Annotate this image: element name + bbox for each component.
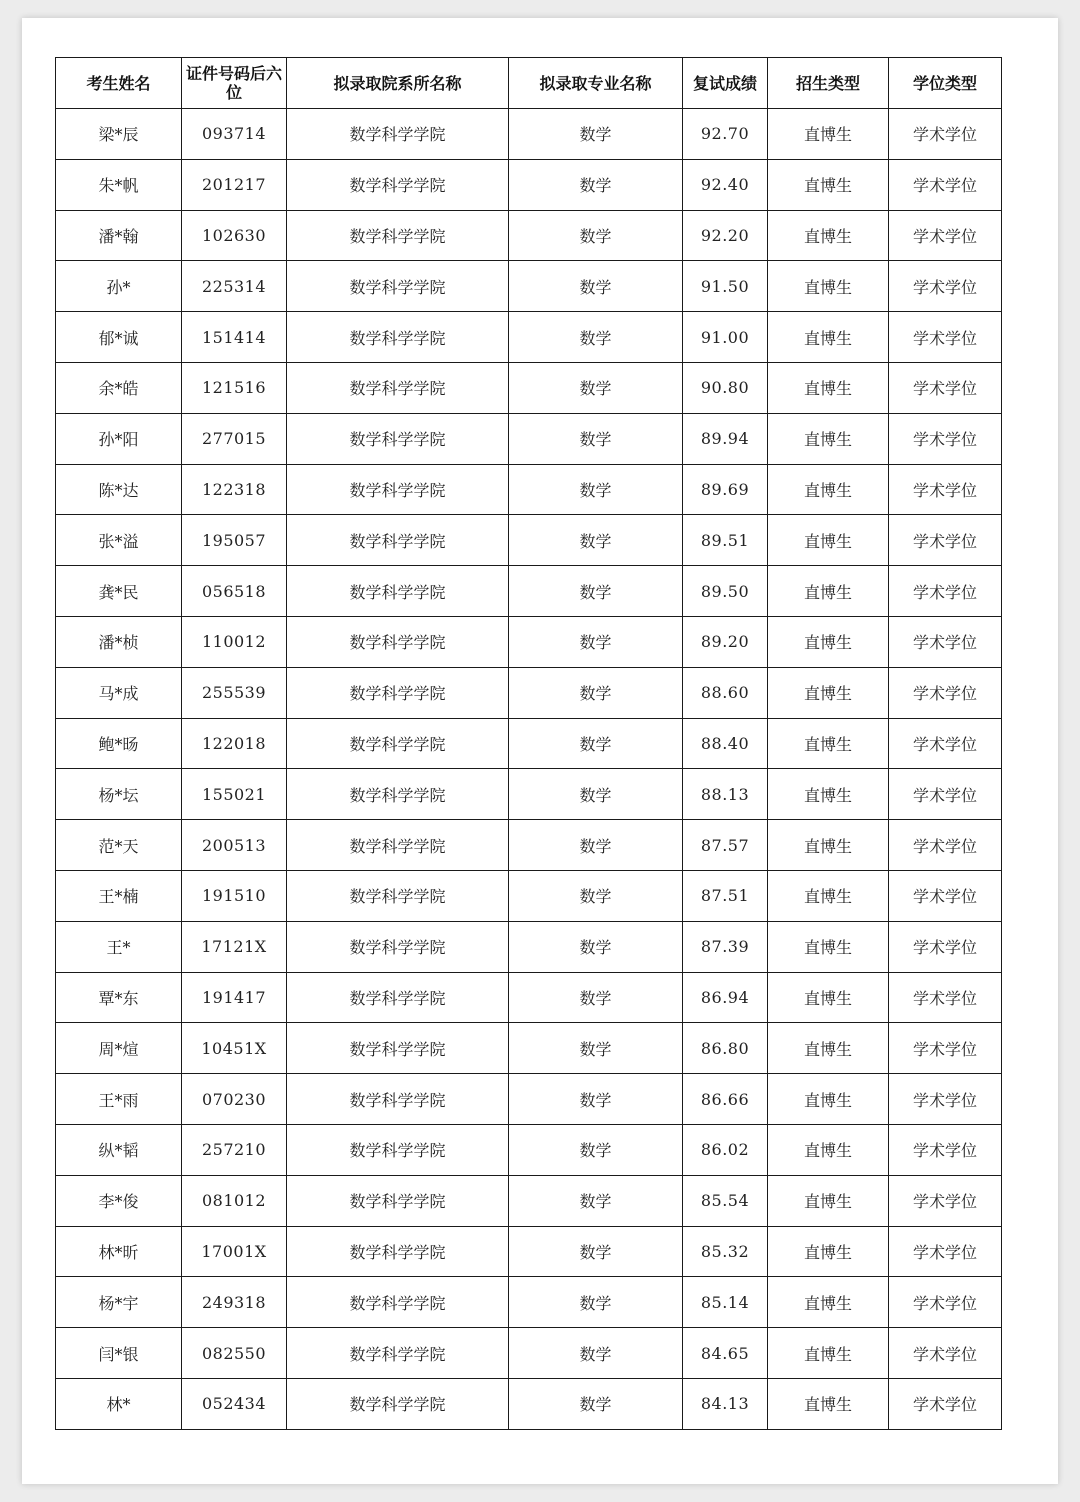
table-row [56, 769, 1002, 820]
column-header-major: 拟录取专业名称 [509, 58, 683, 109]
cell-name: 龚*民 [56, 566, 182, 617]
table-row [56, 718, 1002, 769]
cell-name: 林*昕 [56, 1226, 182, 1277]
cell-score: 87.39 [683, 921, 768, 972]
cell-degree-type: 学术学位 [889, 1023, 1002, 1074]
cell-degree-type: 学术学位 [889, 1074, 1002, 1125]
cell-department: 数学科学学院 [287, 1023, 509, 1074]
table-body [56, 109, 1002, 1430]
cell-name: 纵*韬 [56, 1124, 182, 1175]
cell-id-suffix: 122318 [182, 464, 287, 515]
cell-major: 数学 [509, 1074, 683, 1125]
cell-degree-type: 学术学位 [889, 1378, 1002, 1429]
table-row [56, 566, 1002, 617]
cell-department: 数学科学学院 [287, 718, 509, 769]
cell-major: 数学 [509, 1226, 683, 1277]
cell-degree-type: 学术学位 [889, 210, 1002, 261]
cell-name: 林* [56, 1378, 182, 1429]
cell-degree-type: 学术学位 [889, 820, 1002, 871]
cell-score: 84.13 [683, 1378, 768, 1429]
cell-degree-type: 学术学位 [889, 921, 1002, 972]
cell-name: 孙* [56, 261, 182, 312]
cell-score: 92.20 [683, 210, 768, 261]
cell-enroll-type: 直博生 [768, 413, 889, 464]
cell-department: 数学科学学院 [287, 1328, 509, 1379]
cell-major: 数学 [509, 210, 683, 261]
cell-score: 87.51 [683, 870, 768, 921]
cell-score: 86.02 [683, 1124, 768, 1175]
cell-major: 数学 [509, 515, 683, 566]
cell-enroll-type: 直博生 [768, 1226, 889, 1277]
cell-enroll-type: 直博生 [768, 1328, 889, 1379]
cell-enroll-type: 直博生 [768, 972, 889, 1023]
cell-id-suffix: 110012 [182, 616, 287, 667]
cell-department: 数学科学学院 [287, 667, 509, 718]
cell-id-suffix: 10451X [182, 1023, 287, 1074]
cell-department: 数学科学学院 [287, 413, 509, 464]
cell-enroll-type: 直博生 [768, 667, 889, 718]
cell-enroll-type: 直博生 [768, 870, 889, 921]
cell-department: 数学科学学院 [287, 1226, 509, 1277]
cell-name: 王* [56, 921, 182, 972]
cell-enroll-type: 直博生 [768, 616, 889, 667]
cell-department: 数学科学学院 [287, 1124, 509, 1175]
cell-score: 90.80 [683, 362, 768, 413]
table-row [56, 616, 1002, 667]
cell-name: 潘*桢 [56, 616, 182, 667]
cell-name: 陈*达 [56, 464, 182, 515]
table-row [56, 159, 1002, 210]
cell-score: 89.50 [683, 566, 768, 617]
table-row [56, 464, 1002, 515]
cell-department: 数学科学学院 [287, 1175, 509, 1226]
cell-name: 马*成 [56, 667, 182, 718]
cell-degree-type: 学术学位 [889, 109, 1002, 160]
cell-id-suffix: 201217 [182, 159, 287, 210]
cell-id-suffix: 093714 [182, 109, 287, 160]
cell-score: 92.40 [683, 159, 768, 210]
cell-enroll-type: 直博生 [768, 566, 889, 617]
table-row [56, 870, 1002, 921]
cell-department: 数学科学学院 [287, 921, 509, 972]
cell-id-suffix: 122018 [182, 718, 287, 769]
cell-name: 杨*宇 [56, 1277, 182, 1328]
cell-department: 数学科学学院 [287, 464, 509, 515]
cell-id-suffix: 081012 [182, 1175, 287, 1226]
cell-score: 89.51 [683, 515, 768, 566]
cell-enroll-type: 直博生 [768, 1175, 889, 1226]
cell-department: 数学科学学院 [287, 1277, 509, 1328]
table-row [56, 820, 1002, 871]
cell-degree-type: 学术学位 [889, 870, 1002, 921]
cell-id-suffix: 151414 [182, 312, 287, 363]
cell-major: 数学 [509, 464, 683, 515]
cell-score: 85.32 [683, 1226, 768, 1277]
cell-id-suffix: 257210 [182, 1124, 287, 1175]
cell-name: 闫*银 [56, 1328, 182, 1379]
cell-name: 周*煊 [56, 1023, 182, 1074]
cell-name: 鲍*旸 [56, 718, 182, 769]
cell-enroll-type: 直博生 [768, 109, 889, 160]
cell-degree-type: 学术学位 [889, 413, 1002, 464]
cell-enroll-type: 直博生 [768, 1277, 889, 1328]
cell-major: 数学 [509, 616, 683, 667]
cell-degree-type: 学术学位 [889, 1277, 1002, 1328]
cell-name: 朱*帆 [56, 159, 182, 210]
cell-name: 郁*诚 [56, 312, 182, 363]
cell-name: 杨*坛 [56, 769, 182, 820]
table-row [56, 1226, 1002, 1277]
cell-name: 梁*辰 [56, 109, 182, 160]
cell-score: 88.60 [683, 667, 768, 718]
cell-major: 数学 [509, 566, 683, 617]
cell-major: 数学 [509, 1023, 683, 1074]
cell-score: 86.80 [683, 1023, 768, 1074]
cell-name: 李*俊 [56, 1175, 182, 1226]
column-header-id-suffix: 证件号码后六位 [182, 58, 287, 109]
cell-id-suffix: 082550 [182, 1328, 287, 1379]
cell-score: 85.14 [683, 1277, 768, 1328]
cell-enroll-type: 直博生 [768, 261, 889, 312]
cell-id-suffix: 191510 [182, 870, 287, 921]
table-row [56, 1124, 1002, 1175]
cell-id-suffix: 121516 [182, 362, 287, 413]
admission-table [55, 57, 1002, 1430]
cell-name: 覃*东 [56, 972, 182, 1023]
cell-degree-type: 学术学位 [889, 566, 1002, 617]
cell-degree-type: 学术学位 [889, 616, 1002, 667]
table-row [56, 312, 1002, 363]
cell-enroll-type: 直博生 [768, 718, 889, 769]
cell-degree-type: 学术学位 [889, 1124, 1002, 1175]
cell-name: 孙*阳 [56, 413, 182, 464]
table-row [56, 1175, 1002, 1226]
cell-score: 91.00 [683, 312, 768, 363]
cell-score: 87.57 [683, 820, 768, 871]
cell-id-suffix: 255539 [182, 667, 287, 718]
cell-major: 数学 [509, 109, 683, 160]
cell-enroll-type: 直博生 [768, 1378, 889, 1429]
cell-score: 84.65 [683, 1328, 768, 1379]
table-row [56, 109, 1002, 160]
table-row [56, 1023, 1002, 1074]
cell-department: 数学科学学院 [287, 1074, 509, 1125]
cell-department: 数学科学学院 [287, 261, 509, 312]
cell-score: 85.54 [683, 1175, 768, 1226]
cell-major: 数学 [509, 1175, 683, 1226]
table-row [56, 1074, 1002, 1125]
cell-enroll-type: 直博生 [768, 210, 889, 261]
cell-score: 92.70 [683, 109, 768, 160]
cell-id-suffix: 200513 [182, 820, 287, 871]
cell-enroll-type: 直博生 [768, 921, 889, 972]
cell-score: 89.94 [683, 413, 768, 464]
cell-degree-type: 学术学位 [889, 362, 1002, 413]
cell-degree-type: 学术学位 [889, 1226, 1002, 1277]
cell-enroll-type: 直博生 [768, 312, 889, 363]
cell-enroll-type: 直博生 [768, 769, 889, 820]
cell-degree-type: 学术学位 [889, 718, 1002, 769]
cell-id-suffix: 155021 [182, 769, 287, 820]
cell-major: 数学 [509, 413, 683, 464]
cell-department: 数学科学学院 [287, 515, 509, 566]
cell-id-suffix: 191417 [182, 972, 287, 1023]
table-row [56, 515, 1002, 566]
cell-degree-type: 学术学位 [889, 667, 1002, 718]
cell-department: 数学科学学院 [287, 312, 509, 363]
table-row [56, 413, 1002, 464]
cell-enroll-type: 直博生 [768, 159, 889, 210]
cell-major: 数学 [509, 312, 683, 363]
cell-id-suffix: 195057 [182, 515, 287, 566]
cell-enroll-type: 直博生 [768, 1124, 889, 1175]
table-row [56, 1277, 1002, 1328]
cell-id-suffix: 056518 [182, 566, 287, 617]
column-header-name: 考生姓名 [56, 58, 182, 109]
cell-id-suffix: 277015 [182, 413, 287, 464]
cell-degree-type: 学术学位 [889, 261, 1002, 312]
cell-major: 数学 [509, 820, 683, 871]
cell-department: 数学科学学院 [287, 1378, 509, 1429]
cell-department: 数学科学学院 [287, 210, 509, 261]
cell-department: 数学科学学院 [287, 616, 509, 667]
cell-score: 86.94 [683, 972, 768, 1023]
cell-id-suffix: 17001X [182, 1226, 287, 1277]
column-header-degree-type: 学位类型 [889, 58, 1002, 109]
cell-major: 数学 [509, 159, 683, 210]
cell-major: 数学 [509, 870, 683, 921]
table-row [56, 921, 1002, 972]
cell-major: 数学 [509, 921, 683, 972]
cell-name: 王*楠 [56, 870, 182, 921]
cell-enroll-type: 直博生 [768, 1023, 889, 1074]
cell-id-suffix: 249318 [182, 1277, 287, 1328]
document-page [22, 18, 1058, 1484]
cell-degree-type: 学术学位 [889, 464, 1002, 515]
cell-major: 数学 [509, 667, 683, 718]
cell-score: 88.40 [683, 718, 768, 769]
cell-degree-type: 学术学位 [889, 1175, 1002, 1226]
cell-degree-type: 学术学位 [889, 1328, 1002, 1379]
cell-major: 数学 [509, 1124, 683, 1175]
cell-enroll-type: 直博生 [768, 362, 889, 413]
cell-name: 潘*翰 [56, 210, 182, 261]
cell-degree-type: 学术学位 [889, 769, 1002, 820]
cell-name: 王*雨 [56, 1074, 182, 1125]
table-row [56, 972, 1002, 1023]
cell-major: 数学 [509, 362, 683, 413]
table-row [56, 1328, 1002, 1379]
table-row [56, 1378, 1002, 1429]
cell-score: 91.50 [683, 261, 768, 312]
cell-major: 数学 [509, 1328, 683, 1379]
cell-degree-type: 学术学位 [889, 159, 1002, 210]
cell-enroll-type: 直博生 [768, 464, 889, 515]
cell-department: 数学科学学院 [287, 159, 509, 210]
cell-name: 范*天 [56, 820, 182, 871]
cell-major: 数学 [509, 769, 683, 820]
cell-degree-type: 学术学位 [889, 312, 1002, 363]
cell-department: 数学科学学院 [287, 820, 509, 871]
column-header-score: 复试成绩 [683, 58, 768, 109]
column-header-enroll-type: 招生类型 [768, 58, 889, 109]
cell-score: 88.13 [683, 769, 768, 820]
cell-department: 数学科学学院 [287, 870, 509, 921]
table-row [56, 210, 1002, 261]
cell-id-suffix: 102630 [182, 210, 287, 261]
header-row [56, 58, 1002, 109]
cell-major: 数学 [509, 1277, 683, 1328]
cell-id-suffix: 17121X [182, 921, 287, 972]
table-row [56, 667, 1002, 718]
table-row [56, 362, 1002, 413]
cell-department: 数学科学学院 [287, 972, 509, 1023]
cell-major: 数学 [509, 718, 683, 769]
cell-department: 数学科学学院 [287, 109, 509, 160]
table-row [56, 261, 1002, 312]
column-header-department: 拟录取院系所名称 [287, 58, 509, 109]
cell-department: 数学科学学院 [287, 769, 509, 820]
cell-id-suffix: 225314 [182, 261, 287, 312]
cell-score: 89.69 [683, 464, 768, 515]
cell-department: 数学科学学院 [287, 566, 509, 617]
cell-name: 余*皓 [56, 362, 182, 413]
cell-degree-type: 学术学位 [889, 515, 1002, 566]
cell-score: 86.66 [683, 1074, 768, 1125]
cell-major: 数学 [509, 972, 683, 1023]
cell-id-suffix: 052434 [182, 1378, 287, 1429]
cell-department: 数学科学学院 [287, 362, 509, 413]
cell-name: 张*溢 [56, 515, 182, 566]
table-header [56, 58, 1002, 109]
cell-major: 数学 [509, 261, 683, 312]
cell-enroll-type: 直博生 [768, 820, 889, 871]
cell-score: 89.20 [683, 616, 768, 667]
cell-enroll-type: 直博生 [768, 1074, 889, 1125]
cell-major: 数学 [509, 1378, 683, 1429]
cell-enroll-type: 直博生 [768, 515, 889, 566]
cell-id-suffix: 070230 [182, 1074, 287, 1125]
cell-degree-type: 学术学位 [889, 972, 1002, 1023]
